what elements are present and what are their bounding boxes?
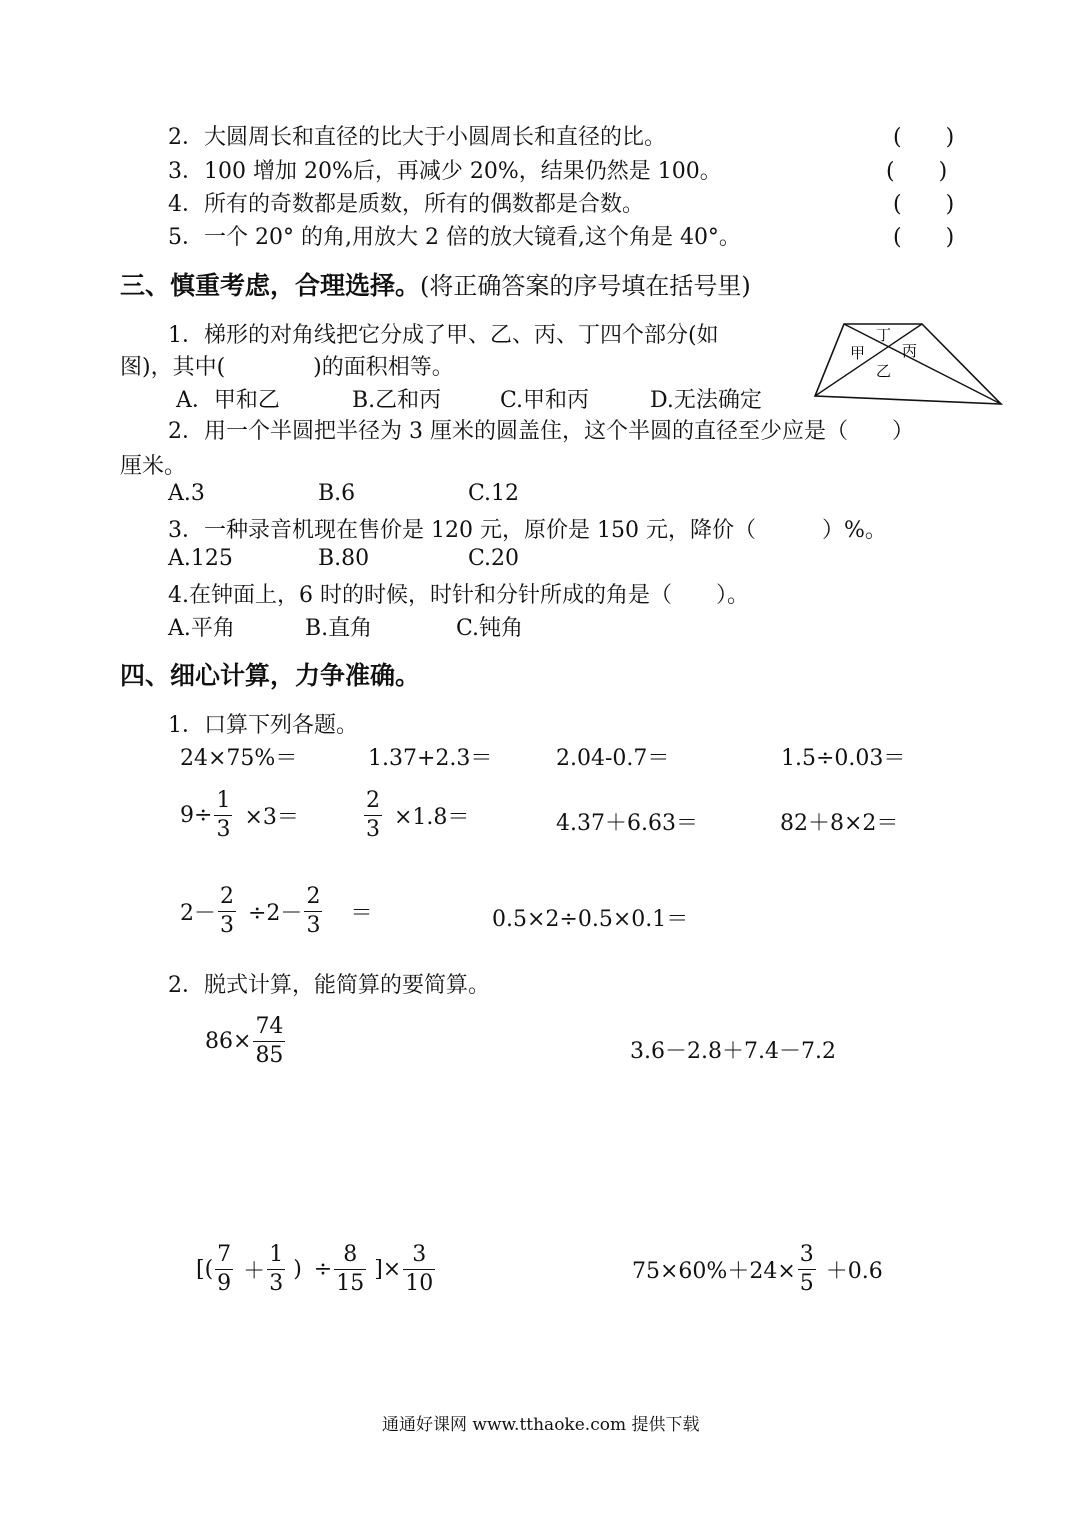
denominator: 3 (216, 817, 231, 842)
fraction (403, 1244, 435, 1295)
expr-text: ＝ (350, 901, 373, 926)
numerator: 2 (306, 884, 321, 909)
q3-option-c[interactable]: C.20 (468, 546, 520, 571)
judge-item-2: 2．大圆周长和直径的比大于小圆周长和直径的比。 (168, 125, 666, 150)
q3-option-a[interactable]: A.125 (168, 546, 233, 571)
diagonal-2 (815, 324, 922, 396)
expr-text: 2－ (180, 901, 216, 926)
denominator: 85 (255, 1043, 284, 1068)
numerator: 74 (255, 1014, 284, 1039)
q3-line: 3．一种录音机现在售价是 120 元，原价是 150 元，降价（ ）%。 (168, 518, 887, 543)
answer-blank[interactable]: ( ) (893, 225, 955, 250)
q1-line-2: 图)，其中( )的面积相等。 (120, 355, 454, 380)
judge-item-3: 3．100 增加 20%后，再减少 20%，结果仍然是 100。 (168, 159, 722, 184)
label-bing: 丙 (902, 342, 918, 360)
mental-math-2: 1.37+2.3＝ (368, 746, 493, 771)
q4-option-a[interactable]: A.平角 (168, 616, 235, 641)
fraction (334, 1244, 366, 1295)
denominator: 9 (217, 1271, 232, 1296)
fraction (798, 1244, 816, 1295)
expr-text: 9÷ (180, 803, 213, 828)
expr-text: [( (196, 1257, 214, 1282)
denominator: 10 (405, 1271, 434, 1296)
answer-blank[interactable]: ( ) (886, 159, 948, 184)
answer-blank[interactable]: ( ) (893, 192, 955, 217)
step-calc-4 (632, 1244, 883, 1295)
numerator: 1 (216, 788, 231, 813)
denominator: 3 (220, 913, 234, 938)
expr-text: ) (293, 1257, 302, 1282)
mental-math-7: 4.37＋6.63＝ (556, 811, 698, 836)
q1-option-d[interactable]: D.无法确定 (650, 388, 762, 413)
answer-blank[interactable]: ( ) (893, 125, 955, 150)
q1-line-1: 1．梯形的对角线把它分成了甲、乙、丙、丁四个部分(如 (168, 323, 719, 348)
numerator: 1 (269, 1242, 284, 1267)
step-calc-label: 2．脱式计算，能简算的要简算。 (168, 973, 490, 998)
label-ding: 丁 (876, 326, 892, 344)
mental-math-label: 1．口算下列各题。 (168, 713, 358, 738)
section-3-note: (将正确答案的序号填在括号里) (420, 272, 751, 300)
q2-option-b[interactable]: B.6 (318, 481, 356, 506)
q2-option-c[interactable]: C.12 (468, 481, 520, 506)
fraction (218, 886, 236, 937)
fraction (364, 790, 382, 841)
denominator: 3 (269, 1271, 284, 1296)
judge-item-5: 5．一个 20° 的角,用放大 2 倍的放大镜看,这个角是 40°。 (168, 225, 741, 250)
expr-text: ÷ (313, 1257, 333, 1282)
fraction (267, 1244, 285, 1295)
step-calc-3 (196, 1244, 437, 1295)
denominator: 3 (306, 913, 321, 938)
mental-math-4: 1.5÷0.03＝ (781, 746, 906, 771)
mental-math-1: 24×75%＝ (180, 746, 298, 771)
expr-text: ×3＝ (244, 805, 299, 830)
expr-text: 75×60%＋24× (632, 1259, 796, 1284)
expr-text: ÷2－ (248, 901, 303, 926)
fraction (214, 790, 232, 841)
section-3-heading (120, 266, 751, 302)
q4-option-c[interactable]: C.钝角 (456, 616, 524, 641)
numerator: 3 (799, 1242, 814, 1267)
mental-math-10: 0.5×2÷0.5×0.1＝ (492, 907, 689, 932)
trapezoid-figure (812, 316, 1006, 410)
q1-option-c[interactable]: C.甲和丙 (500, 388, 590, 413)
mental-math-6 (362, 790, 469, 841)
q4-option-b[interactable]: B.直角 (305, 616, 373, 641)
mental-math-5 (180, 790, 299, 841)
label-yi: 乙 (876, 362, 892, 380)
step-calc-1 (205, 1016, 287, 1067)
q1-option-a[interactable]: A．甲和乙 (176, 388, 280, 413)
fraction (215, 1244, 233, 1295)
expr-text: ]× (374, 1257, 402, 1282)
denominator: 5 (799, 1271, 814, 1296)
q2-line-1: 2．用一个半圆把半径为 3 厘米的圆盖住，这个半圆的直径至少应是（ ） (168, 419, 914, 444)
q2-line-2: 厘米。 (120, 454, 187, 479)
step-calc-2: 3.6－2.8＋7.4－7.2 (630, 1039, 836, 1064)
expr-text: ＋0.6 (825, 1259, 883, 1284)
expr-text: ＋ (243, 1259, 266, 1284)
mental-math-8: 82＋8×2＝ (780, 811, 899, 836)
trapezoid-outline (815, 324, 1001, 404)
numerator: 2 (220, 884, 234, 909)
denominator: 3 (366, 817, 380, 842)
judge-item-4: 4．所有的奇数都是质数，所有的偶数都是合数。 (168, 192, 644, 217)
q2-option-a[interactable]: A.3 (168, 481, 205, 506)
footer-credit: 通通好课网 www.tthaoke.com 提供下载 (382, 1415, 700, 1435)
expr-text: 86× (205, 1029, 252, 1054)
denominator: 15 (336, 1271, 365, 1296)
mental-math-9 (180, 886, 372, 937)
section-3-title: 三、慎重考虑，合理选择。 (120, 271, 421, 300)
q1-option-b[interactable]: B.乙和丙 (352, 388, 442, 413)
numerator: 7 (217, 1242, 232, 1267)
fraction (304, 886, 322, 937)
numerator: 2 (366, 788, 380, 813)
q4-line: 4.在钟面上，6 时的时候，时针和分针所成的角是（ ）。 (168, 583, 749, 608)
label-jia: 甲 (850, 344, 866, 362)
numerator: 3 (412, 1242, 427, 1267)
expr-text: ×1.8＝ (394, 805, 470, 830)
section-4-title: 四、细心计算，力争准确。 (120, 661, 421, 690)
fraction (253, 1016, 285, 1067)
q3-option-b[interactable]: B.80 (318, 546, 370, 571)
numerator: 8 (343, 1242, 358, 1267)
diagonal-1 (844, 324, 1001, 404)
mental-math-3: 2.04-0.7＝ (556, 746, 670, 771)
